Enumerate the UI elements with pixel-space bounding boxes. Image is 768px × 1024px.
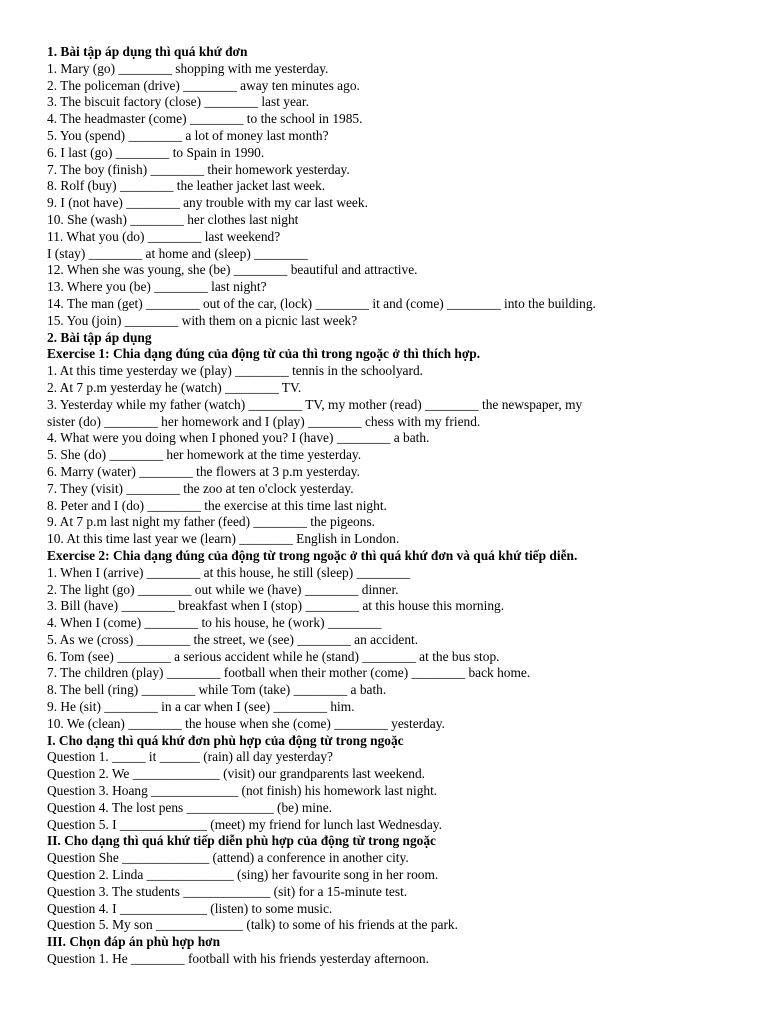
exercise-line: 15. You (join) ________ with them on a picnic last week? <box>47 312 358 328</box>
exercise-line: Question 2. We _____________ (visit) our grandparents last weekend. <box>47 766 426 782</box>
exercise-line: 4. What were you doing when I phoned you? I (have) ________ a bath. <box>47 430 430 446</box>
section-heading: I. Cho dạng thì quá khứ đơn phù hợp của động từ trong ngoặc <box>47 732 404 748</box>
exercise-line: 13. Where you (be) ________ last night? <box>47 279 267 295</box>
exercise-line: 2. At 7 p.m yesterday he (watch) ________ TV. <box>47 379 302 395</box>
exercise-line: 2. The light (go) ________ out while we (have) ________ dinner. <box>47 581 399 597</box>
exercise-line: Question 5. My son _____________ (talk) to some of his friends at the park. <box>47 917 458 933</box>
exercise-line: Question 1. He ________ football with his friends yesterday afternoon. <box>47 951 429 967</box>
exercise-line: 7. The boy (finish) ________ their homework yesterday. <box>47 161 350 177</box>
exercise-line: 5. She (do) ________ her homework at the time yesterday. <box>47 447 362 463</box>
exercise-line: 5. As we (cross) ________ the street, we (see) ________ an accident. <box>47 631 419 647</box>
exercise-line: 3. Bill (have) ________ breakfast when I (stop) ________ at this house this morning. <box>47 598 505 614</box>
exercise-line: 9. He (sit) ________ in a car when I (see) ________ him. <box>47 699 355 715</box>
exercise-line: 10. We (clean) ________ the house when she (come) ________ yesterday. <box>47 715 445 731</box>
exercise-line: Question 5. I _____________ (meet) my friend for lunch last Wednesday. <box>47 816 442 832</box>
exercise-line: 3. The biscuit factory (close) ________ last year. <box>47 94 309 110</box>
exercise-line: sister (do) ________ her homework and I (play) ________ chess with my friend. <box>47 413 481 429</box>
exercise-line: Question 4. The lost pens _____________ (be) mine. <box>47 799 333 815</box>
section-heading: III. Chọn đáp án phù hợp hơn <box>47 934 221 950</box>
exercise-line: 7. They (visit) ________ the zoo at ten o'clock yesterday. <box>47 480 354 496</box>
exercise-line: 11. What you (do) ________ last weekend? <box>47 228 281 244</box>
exercise-line: 5. You (spend) ________ a lot of money last month? <box>47 127 329 143</box>
section-heading: Exercise 1: Chia dạng đúng của động từ của thì trong ngoặc ở thì thích hợp. <box>47 346 481 362</box>
exercise-line: 1. Mary (go) ________ shopping with me yesterday. <box>47 60 329 76</box>
exercise-line: Question 2. Linda _____________ (sing) her favourite song in her room. <box>47 867 439 883</box>
exercise-line: 3. Yesterday while my father (watch) ________ TV, my mother (read) ________ the newspaper, my <box>47 396 583 412</box>
exercise-line: Question 3. Hoang _____________ (not finish) his homework last night. <box>47 783 438 799</box>
exercise-line: Question 3. The students _____________ (sit) for a 15-minute test. <box>47 883 408 899</box>
exercise-line: 8. Peter and I (do) ________ the exercise at this time last night. <box>47 497 387 513</box>
section-heading: 2. Bài tập áp dụng <box>47 329 152 345</box>
exercise-line: Question 4. I _____________ (listen) to some music. <box>47 900 333 916</box>
section-heading: 1. Bài tập áp dụng thì quá khứ đơn <box>47 44 248 59</box>
exercise-line: 6. Tom (see) ________ a serious accident while he (stand) ________ at the bus stop. <box>47 648 500 664</box>
exercise-line: 6. I last (go) ________ to Spain in 1990. <box>47 144 265 160</box>
exercise-line: 10. At this time last year we (learn) ________ English in London. <box>47 531 400 547</box>
exercise-line: Question She _____________ (attend) a conference in another city. <box>47 850 409 866</box>
exercise-line: 10. She (wash) ________ her clothes last night <box>47 211 299 227</box>
exercise-line: 14. The man (get) ________ out of the car, (lock) ________ it and (come) ________ into the building. <box>47 295 596 311</box>
exercise-line: 9. At 7 p.m last night my father (feed) ________ the pigeons. <box>47 514 376 530</box>
exercise-line: 6. Marry (water) ________ the flowers at 3 p.m yesterday. <box>47 463 360 479</box>
exercise-line: 12. When she was young, she (be) ________ beautiful and attractive. <box>47 262 418 278</box>
exercise-line: 2. The policeman (drive) ________ away ten minutes ago. <box>47 77 360 93</box>
exercise-line: Question 1. _____ it ______ (rain) all day yesterday? <box>47 749 333 765</box>
exercise-line: I (stay) ________ at home and (sleep) ________ <box>47 245 308 261</box>
exercise-line: 8. The bell (ring) ________ while Tom (take) ________ a bath. <box>47 682 387 698</box>
exercise-line: 9. I (not have) ________ any trouble with my car last week. <box>47 195 368 211</box>
exercise-line: 1. At this time yesterday we (play) ________ tennis in the schoolyard. <box>47 363 423 379</box>
section-heading: Exercise 2: Chia dạng đúng của động từ trong ngoặc ở thì quá khứ đơn và quá khứ tiếp diễn. <box>47 547 578 563</box>
document-page <box>47 44 727 968</box>
section-heading: II. Cho dạng thì quá khứ tiếp diễn phù hợp của động từ trong ngoặc <box>47 833 437 849</box>
exercise-line: 1. When I (arrive) ________ at this house, he still (sleep) ________ <box>47 564 411 580</box>
exercise-line: 4. The headmaster (come) ________ to the school in 1985. <box>47 111 363 127</box>
exercise-line: 4. When I (come) ________ to his house, he (work) ________ <box>47 615 382 631</box>
exercise-line: 7. The children (play) ________ football when their mother (come) ________ back home. <box>47 665 531 681</box>
exercise-line: 8. Rolf (buy) ________ the leather jacket last week. <box>47 178 326 194</box>
